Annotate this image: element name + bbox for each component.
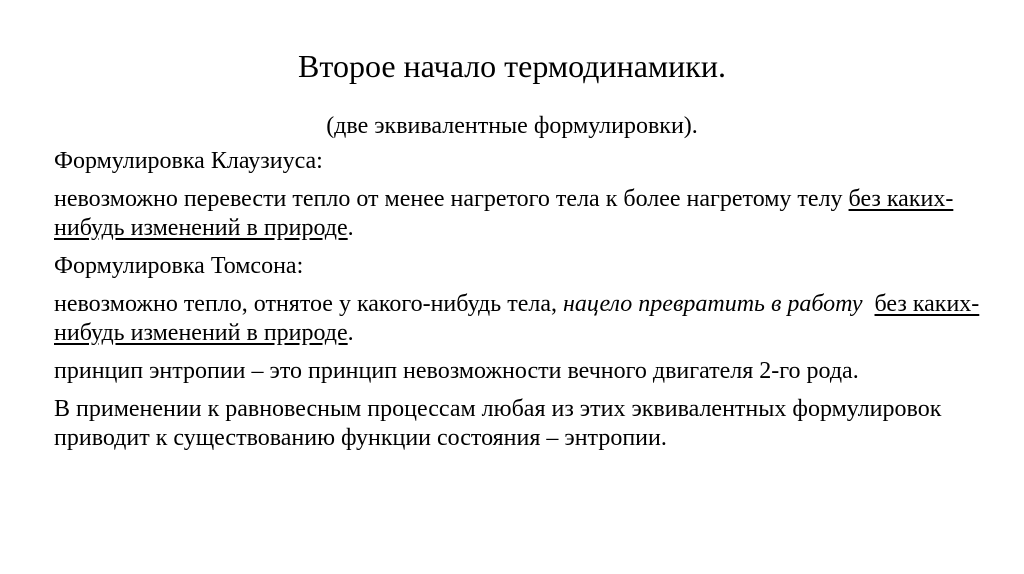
slide-title: Второе начало термодинамики. xyxy=(298,48,726,84)
thomson-formulation xyxy=(54,290,984,348)
clausius-text-part1: невозможно перевести тепло от менее нагретого тела к более нагретому телу xyxy=(54,186,849,212)
conclusion: В применении к равновесным процессам любая из этих эквивалентных формулировок приводит к существованию функции состояния – энтропии. xyxy=(54,396,942,451)
slide-body xyxy=(54,147,984,462)
clausius-text-end: . xyxy=(347,215,354,241)
thomson-text-italic: нацело превратить в работу xyxy=(562,291,863,317)
thomson-text-end: . xyxy=(347,320,354,346)
clausius-text-underlined: без каких-нибудь изменений в природе xyxy=(54,186,954,241)
entropy-principle: принцип энтропии – это принцип невозможности вечного двигателя 2-го рода. xyxy=(54,358,859,384)
thomson-text-underlined: без каких-нибудь изменений в природе xyxy=(54,291,980,346)
thomson-text-part1: невозможно тепло, отнятое у какого-нибудь тела, xyxy=(54,291,563,317)
slide-subtitle: (две эквивалентные формулировки). xyxy=(326,113,698,139)
thomson-heading: Формулировка Томсона: xyxy=(54,253,304,279)
clausius-formulation xyxy=(54,185,984,243)
clausius-heading: Формулировка Клаузиуса: xyxy=(54,148,323,174)
thomson-text-gap xyxy=(863,291,875,317)
